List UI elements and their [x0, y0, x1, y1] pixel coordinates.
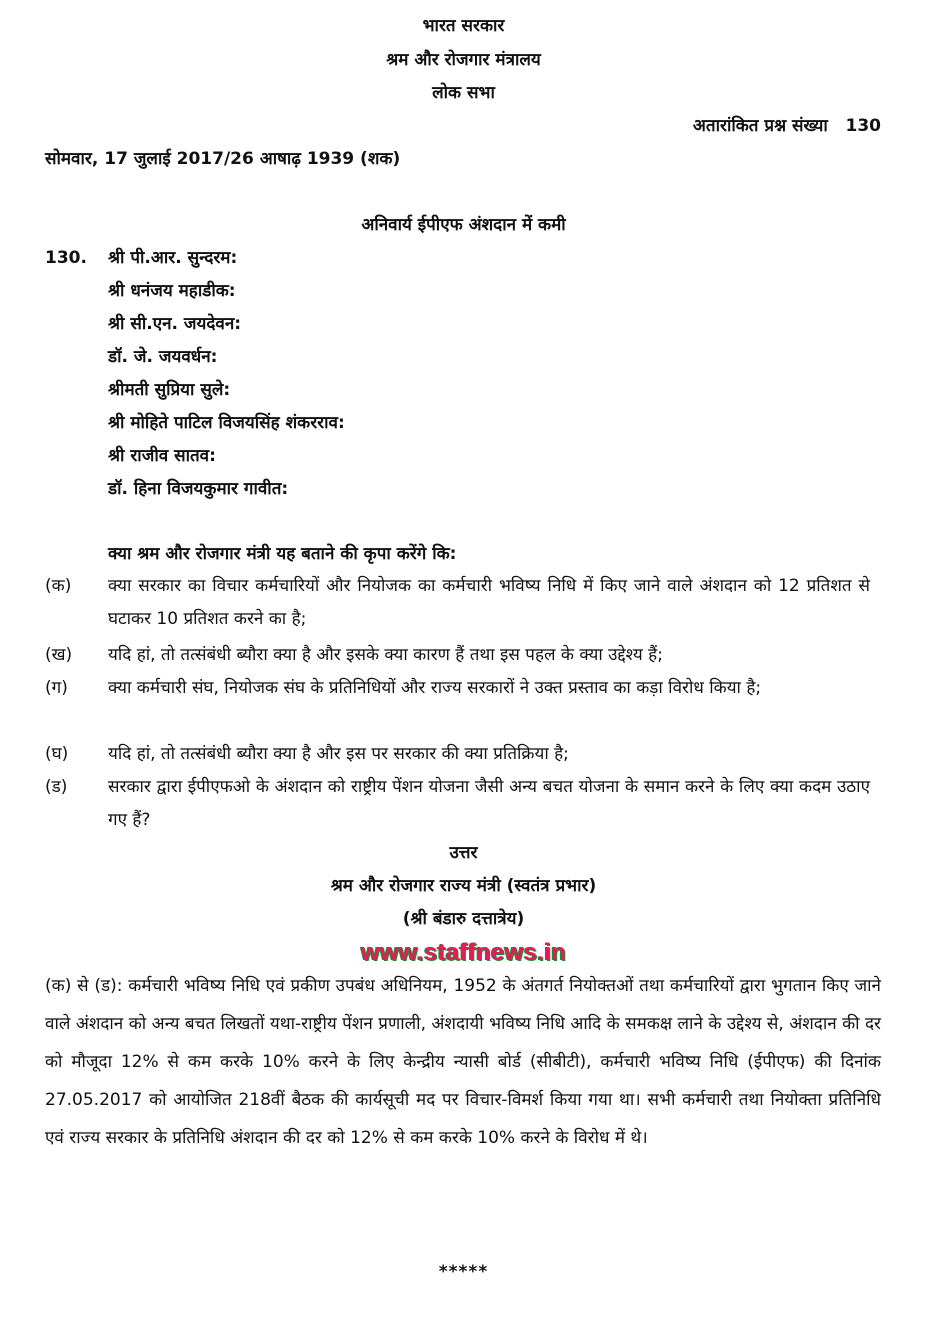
answer-heading: उत्तर	[449, 843, 478, 863]
watermark-logo: www.staffnews.in	[360, 939, 567, 966]
question-text: क्या सरकार का विचार कर्मचारियों और नियोजक का कर्मचारी भविष्य निधि में किए जाने वाले अंशदान को 12 प्रतिशत से घटाकर 10 प्रतिशत करने का है;	[108, 576, 870, 629]
member-name: श्रीमती सुप्रिया सुले:	[108, 380, 231, 400]
question-number: 130.	[45, 248, 87, 268]
member-name: डॉ. हिना विजयकुमार गावीत:	[108, 479, 289, 499]
member-name: डॉ. जे. जयवर्धन:	[108, 347, 218, 367]
question-marker: (घ)	[45, 744, 69, 764]
end-mark: *****	[438, 1262, 489, 1282]
header-government: भारत सरकार	[422, 16, 505, 36]
member-name: श्री मोहिते पाटिल विजयसिंह शंकरराव:	[108, 413, 345, 433]
answer-body: (क) से (ड): कर्मचारी भविष्य निधि एवं प्रकीण उपबंध अधिनियम, 1952 के अंतगर्त नियोक्तओं तथा कर्मचारियों द्वारा भुगतान किए जाने वाले अंशदान को अन्य बचत लिखतों यथा-राष्ट्रीय पेंशन प्रणाली, अंशदायी भविष्य निधि आदि के समकक्ष लाने के उद्देश्य से, अंशदान की दर को मौजूदा 12% से कम करके 10% करने के लिए केन्द्रीय न्यासी बोर्ड (सीबीटी), कर्मचारी भविष्य निधि (ईपीएफ) की दिनांक 27.05.2017 को आयोजित 218वीं बैठक की कार्यसूची मद पर विचार-विमर्श किया गया था। सभी कर्मचारी तथा नियोक्ता प्रतिनिधि एवं राज्य सरकार के प्रतिनिधि अंशदान की दर को 12% से कम करके 10% करने के विरोध में थे।	[45, 976, 881, 1148]
question-text: यदि हां, तो तत्संबंधी ब्यौरा क्या है और इस पर सरकार की क्या प्रतिक्रिया है;	[108, 744, 569, 764]
question-reference-number: 130	[845, 116, 881, 136]
question-subject: अनिवार्य ईपीएफ अंशदान में कमी	[361, 215, 566, 235]
question-marker: (ख)	[45, 645, 73, 665]
question-marker: (ग)	[45, 678, 68, 698]
member-name: श्री पी.आर. सुन्दरम:	[108, 248, 238, 268]
member-name: श्री सी.एन. जयदेवन:	[108, 314, 242, 334]
answer-minister: श्रम और रोजगार राज्य मंत्री (स्वतंत्र प्रभार)	[330, 876, 597, 896]
question-text: यदि हां, तो तत्संबंधी ब्यौरा क्या है और इसके क्या कारण हैं तथा इस पहल के क्या उद्देश्य हैं;	[108, 645, 663, 665]
member-name: श्री धनंजय महाडीक:	[108, 281, 236, 301]
question-marker: (क)	[45, 576, 72, 596]
question-reference	[693, 115, 881, 137]
answer-minister-name: (श्री बंडारु दत्तात्रेय)	[402, 909, 525, 929]
question-reference-label: अतारांकित प्रश्न संख्या	[692, 116, 828, 136]
member-name: श्री राजीव सातव:	[108, 446, 216, 466]
question-intro: क्या श्रम और रोजगार मंत्री यह बताने की कृपा करेंगे कि:	[108, 544, 457, 564]
header-house: लोक सभा	[432, 83, 495, 103]
header-ministry: श्रम और रोजगार मंत्रालय	[386, 50, 541, 70]
question-text: क्या कर्मचारी संघ, नियोजक संघ के प्रतिनिधियों और राज्य सरकारों ने उक्त प्रस्ताव का कड़ा विरोध किया है;	[108, 678, 762, 698]
question-marker: (ड)	[45, 777, 68, 797]
question-text: सरकार द्वारा ईपीएफओ के अंशदान को राष्ट्रीय पेंशन योजना जैसी अन्य बचत योजना के समान करने के लिए क्या कदम उठाए गए हैं?	[108, 777, 870, 830]
date-line: सोमवार, 17 जुलाई 2017/26 आषाढ़ 1939 (शक)	[45, 149, 401, 169]
